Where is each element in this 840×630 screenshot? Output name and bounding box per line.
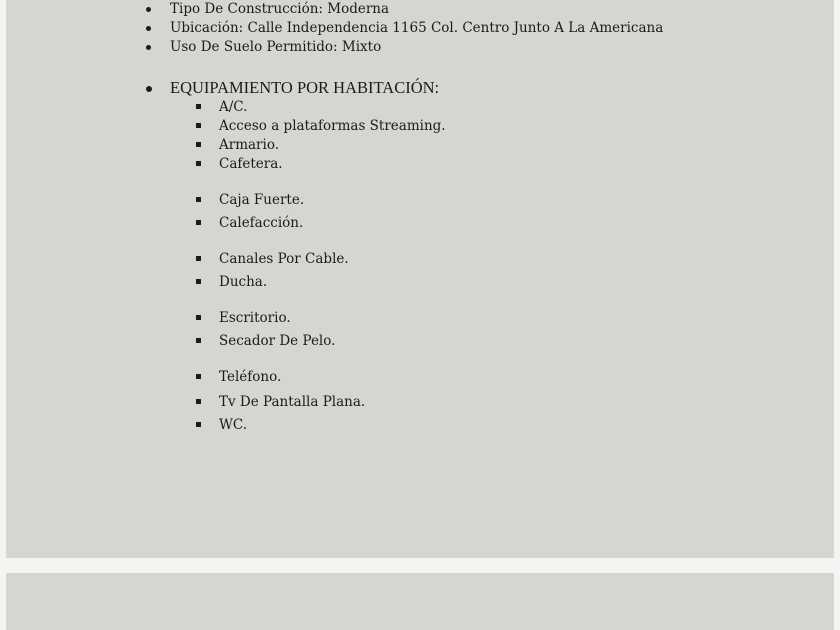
equipment-item (196, 99, 247, 115)
detail-text: Uso De Suelo Permitido: Mixto (170, 39, 382, 55)
document-page (6, 0, 834, 558)
equipment-item (196, 274, 267, 290)
detail-item-construction-type (146, 1, 389, 17)
equipment-item (196, 215, 303, 231)
equipment-item-text: Canales Por Cable. (219, 251, 349, 267)
detail-item-location (146, 20, 663, 36)
equipment-item-text: Cafetera. (219, 156, 283, 172)
equipment-item (196, 137, 279, 153)
next-document-page (6, 573, 834, 630)
equipment-item-text: Tv De Pantalla Plana. (219, 394, 366, 410)
equipment-heading-text: EQUIPAMIENTO POR HABITACIÓN: (170, 78, 440, 97)
equipment-item (196, 333, 335, 349)
equipment-item (196, 310, 291, 326)
detail-item-land-use (146, 39, 381, 55)
equipment-item-text: Ducha. (219, 274, 268, 290)
equipment-heading (146, 78, 439, 98)
equipment-item-text: Caja Fuerte. (219, 192, 305, 208)
equipment-item-text: Secador De Pelo. (219, 333, 336, 349)
equipment-item-text: Teléfono. (219, 369, 282, 385)
equipment-item (196, 251, 349, 267)
detail-text: Tipo De Construcción: Moderna (170, 1, 390, 17)
equipment-item-text: Calefacción. (219, 215, 304, 231)
equipment-item-text: A/C. (219, 99, 248, 115)
detail-text: Ubicación: Calle Independencia 1165 Col. Centro Junto A La Americana (170, 20, 664, 36)
equipment-item (196, 156, 283, 172)
equipment-item-text: Armario. (219, 137, 280, 153)
equipment-item (196, 394, 365, 410)
equipment-item (196, 369, 281, 385)
equipment-item-text: Acceso a plataformas Streaming. (219, 118, 446, 134)
equipment-item-text: Escritorio. (219, 310, 291, 326)
equipment-item (196, 417, 247, 433)
equipment-item (196, 118, 446, 134)
equipment-item-text: WC. (219, 417, 248, 433)
equipment-item (196, 192, 304, 208)
